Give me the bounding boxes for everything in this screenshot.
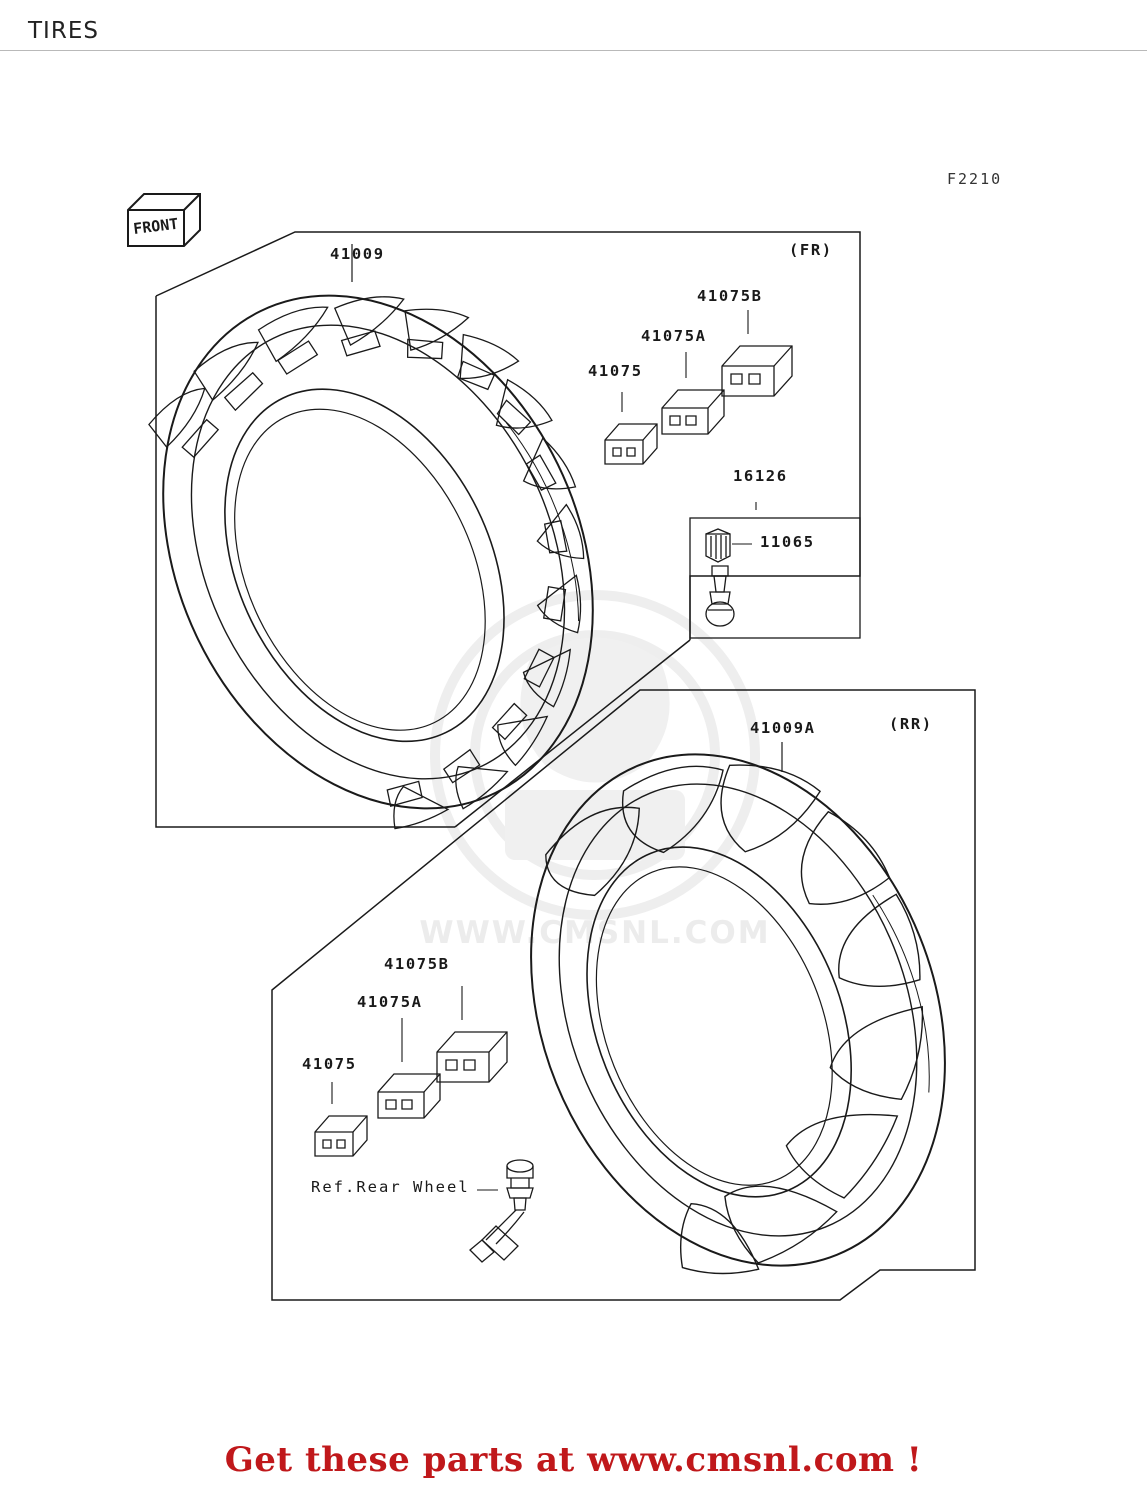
label-front-weight: 41075: [588, 362, 643, 380]
label-rear-tire: 41009A: [750, 719, 816, 737]
svg-text:FRONT: FRONT: [132, 214, 180, 238]
watermark-text: WWW.CMSNL.COM: [419, 915, 771, 951]
label-rear-section: (RR): [889, 715, 933, 733]
page-title: TIRES: [28, 18, 99, 44]
label-valve-assy: 16126: [733, 467, 788, 485]
label-front-weight-b: 41075B: [697, 287, 763, 305]
label-ref-rear-wheel: Ref.Rear Wheel: [311, 1178, 470, 1196]
label-front-weight-a: 41075A: [641, 327, 707, 345]
label-rear-weight-b: 41075B: [384, 955, 450, 973]
label-front-section: (FR): [789, 241, 833, 259]
label-rear-weight: 41075: [302, 1055, 357, 1073]
label-rear-weight-a: 41075A: [357, 993, 423, 1011]
label-front-tire: 41009: [330, 245, 385, 263]
footer-cta: Get these parts at www.cmsnl.com !: [224, 1440, 923, 1480]
label-valve-cap: 11065: [760, 533, 815, 551]
figure-number: F2210: [947, 170, 1003, 188]
